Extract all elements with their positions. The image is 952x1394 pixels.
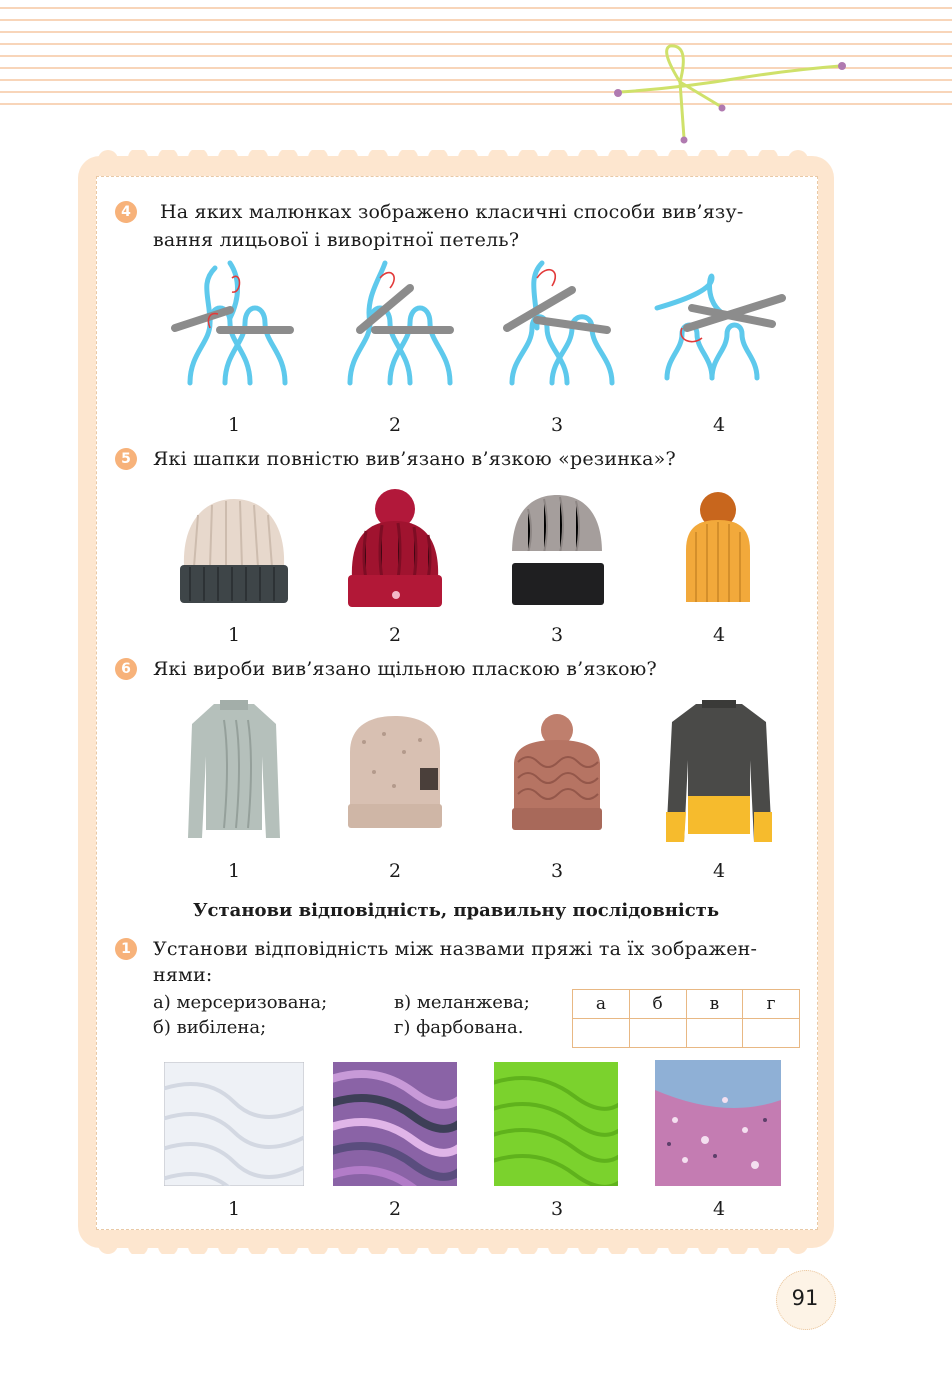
hat-image-1: [176, 495, 292, 607]
t1-label-1: 1: [227, 1198, 241, 1220]
question-number-5: 5: [115, 448, 137, 470]
page-number: 91: [791, 1286, 819, 1310]
sweater-image-4: [662, 700, 776, 846]
q6-label-3: 3: [550, 860, 564, 882]
question-number-6: 6: [115, 658, 137, 680]
question-4-text-line1: На яких малюнках зображено класичні способи вив’язу-: [160, 201, 744, 223]
hat-image-2: [344, 487, 446, 611]
question-4-text-line2: вання лицьової і виворітної петель?: [153, 229, 520, 251]
t1-label-2: 2: [388, 1198, 402, 1220]
q6-label-4: 4: [712, 860, 726, 882]
q4-label-1: 1: [227, 414, 241, 436]
answer-cell-a[interactable]: [573, 1019, 630, 1048]
answer-header-b: б: [629, 990, 686, 1019]
task-1-text-line2: нями:: [153, 964, 213, 986]
t1-label-3: 3: [550, 1198, 564, 1220]
hat-image-3: [508, 491, 606, 609]
answer-cell-g[interactable]: [743, 1019, 800, 1048]
option-b: б) вибілена;: [153, 1017, 267, 1038]
sweater-image-1: [184, 700, 284, 842]
answer-cell-v[interactable]: [686, 1019, 743, 1048]
q5-label-3: 3: [550, 624, 564, 646]
option-a: а) мерсеризована;: [153, 992, 328, 1013]
q4-label-3: 3: [550, 414, 564, 436]
knit-diagram-1: [170, 258, 310, 388]
option-v: в) меланжева;: [394, 992, 530, 1013]
knit-diagram-4: [652, 268, 792, 388]
answer-table-input-row: [573, 1019, 800, 1048]
q4-label-2: 2: [388, 414, 402, 436]
yarn-image-3: [494, 1062, 618, 1186]
t1-label-4: 4: [712, 1198, 726, 1220]
answer-header-g: г: [743, 990, 800, 1019]
knit-diagram-2: [335, 258, 475, 388]
answer-table-header-row: [573, 990, 800, 1019]
hat-image-4: [680, 490, 756, 608]
q5-label-2: 2: [388, 624, 402, 646]
answer-header-v: в: [686, 990, 743, 1019]
hat-image-q6-2: [344, 712, 446, 830]
answer-cell-b[interactable]: [629, 1019, 686, 1048]
task-1-text-line1: Установи відповідність між назвами пряжі та їх зображен-: [153, 938, 758, 960]
yarn-image-4: [655, 1060, 781, 1186]
q6-label-2: 2: [388, 860, 402, 882]
answer-table: [572, 989, 800, 1048]
knit-diagram-3: [497, 258, 637, 388]
answer-header-a: а: [573, 990, 630, 1019]
hat-image-q6-3: [508, 712, 606, 832]
question-6-text: Які вироби вив’язано щільною пласкою в’язкою?: [153, 658, 657, 680]
q6-label-1: 1: [227, 860, 241, 882]
task-number-1: 1: [115, 938, 137, 960]
option-g: г) фарбована.: [394, 1017, 524, 1038]
q5-label-1: 1: [227, 624, 241, 646]
question-5-text: Які шапки повністю вив’язано в’язкою «резинка»?: [153, 448, 676, 470]
q4-label-4: 4: [712, 414, 726, 436]
q5-label-4: 4: [712, 624, 726, 646]
question-number-4: 4: [115, 201, 137, 223]
ribbon-bow-decoration: [600, 40, 860, 150]
section-heading: Установи відповідність, правильну послідовність: [192, 900, 720, 921]
yarn-image-1: [164, 1062, 304, 1186]
yarn-image-2: [333, 1062, 457, 1186]
